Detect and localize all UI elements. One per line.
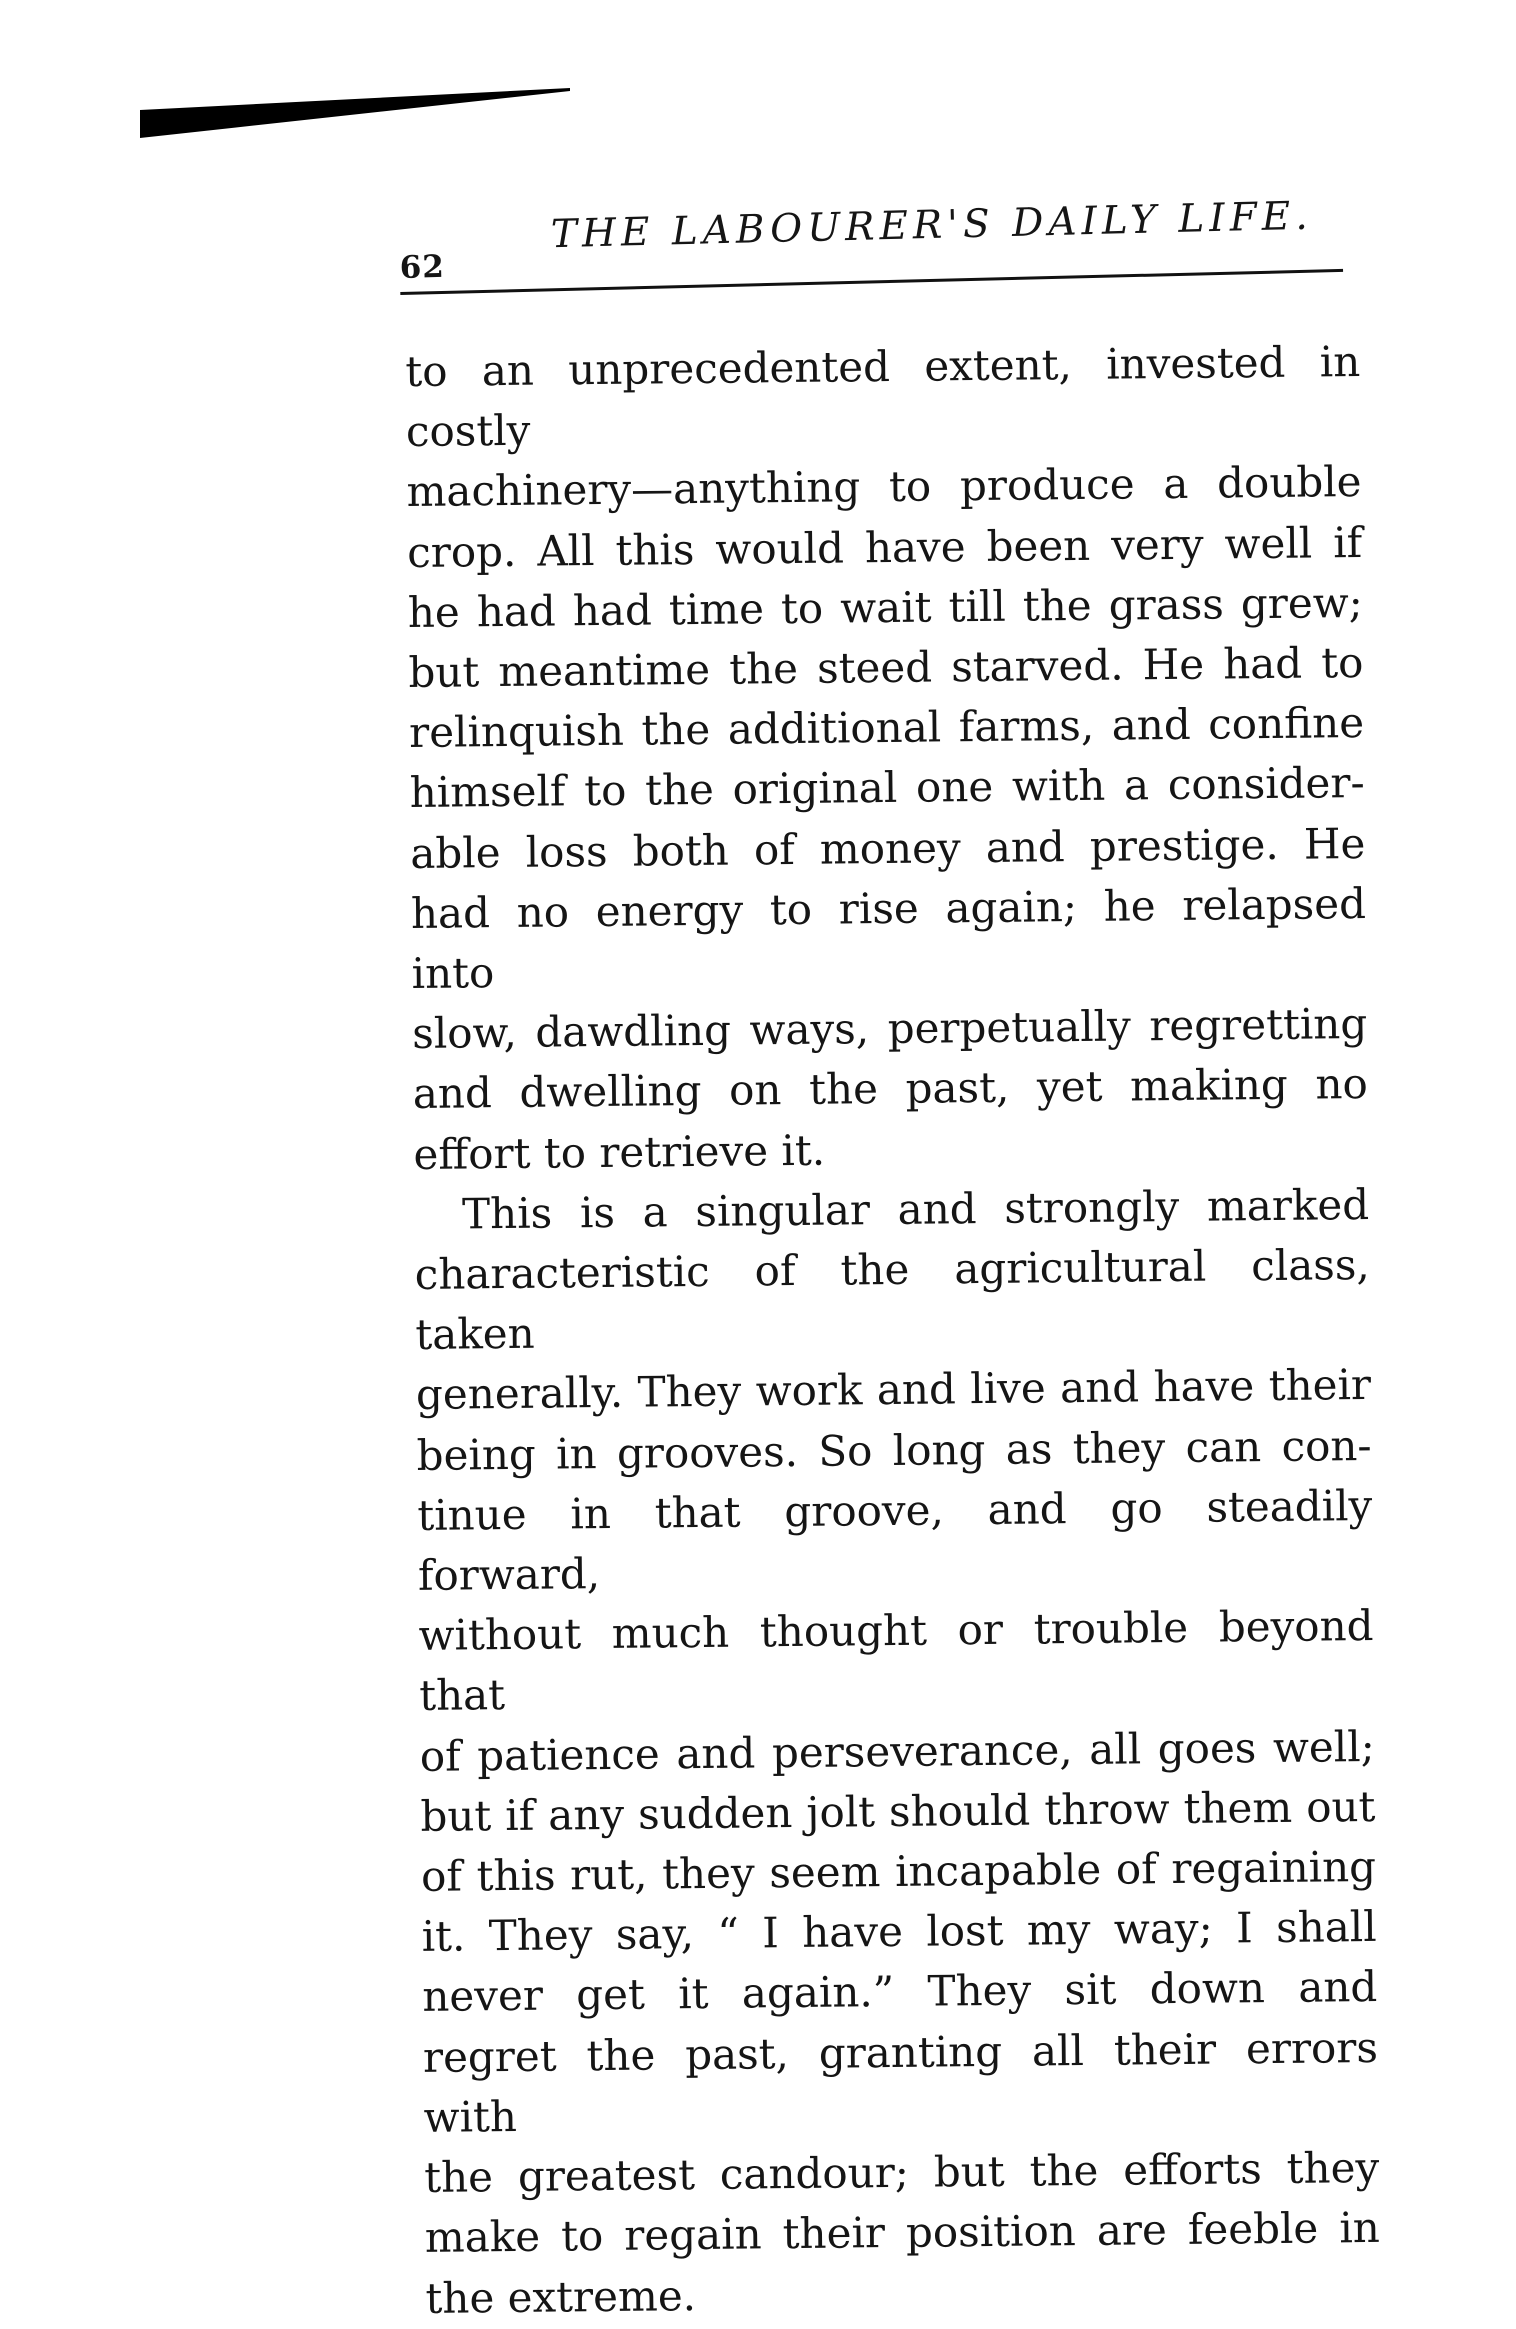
text-line: being in grooves. So long as they can con- — [416, 1420, 1372, 1480]
text-line: never get it again.” They sit down and — [422, 1962, 1378, 2022]
text-line: relinquish the additional farms, and confine — [408, 698, 1365, 758]
text-line: without much thought or trouble beyond that — [418, 1601, 1374, 1721]
text-line: crop. All this would have been very well if — [406, 517, 1363, 577]
text-line: himself to the original one with a consider- — [409, 758, 1365, 818]
scan-edge-mark — [140, 88, 570, 138]
text-line: the extreme. — [425, 2270, 697, 2323]
paragraph-1 — [405, 332, 1369, 1185]
text-line: to an unprecedented extent, invested in costly — [405, 336, 1361, 457]
text-line: he had had time to wait till the grass grew; — [407, 577, 1364, 637]
text-line: but meantime the steed starved. He had to — [408, 637, 1364, 697]
running-title: THE LABOURER'S DAILY LIFE. — [550, 193, 1314, 258]
page-header — [398, 175, 1356, 318]
text-line: tinue in that groove, and go steadily forward, — [417, 1480, 1373, 1600]
text-line: This is a singular and strongly marked — [461, 1179, 1370, 1239]
text-line: characteristic of the agricultural class, taken — [414, 1239, 1370, 1360]
text-line: generally. They work and live and have their — [415, 1360, 1372, 1420]
text-line: machinery—anything to produce a double — [406, 457, 1362, 517]
text-line: effort to retrieve it. — [413, 1125, 826, 1179]
page-number: 62 — [399, 248, 446, 286]
body-text — [405, 332, 1381, 2323]
header-rule — [400, 269, 1343, 295]
paragraph-2 — [414, 1175, 1381, 2329]
text-line: able loss both of money and prestige. He — [410, 818, 1366, 878]
text-line: regret the past, granting all their errors with — [422, 2022, 1379, 2142]
text-line: of this rut, they seem incapable of regaining — [420, 1841, 1377, 1901]
text-line: it. They say, “ I have lost my way; I shall — [421, 1902, 1377, 1962]
text-line: but if any sudden jolt should throw them out — [420, 1781, 1376, 1841]
text-line: and dwelling on the past, yet making no — [412, 1059, 1369, 1119]
text-line: make to regain their position are feeble in — [424, 2203, 1381, 2263]
text-line: the greatest candour; but the efforts they — [423, 2142, 1380, 2202]
text-line: had no energy to rise again; he relapsed into — [410, 878, 1367, 998]
text-line: slow, dawdling ways, perpetually regretting — [411, 999, 1368, 1059]
text-line: of patience and perseverance, all goes well; — [419, 1721, 1376, 1781]
